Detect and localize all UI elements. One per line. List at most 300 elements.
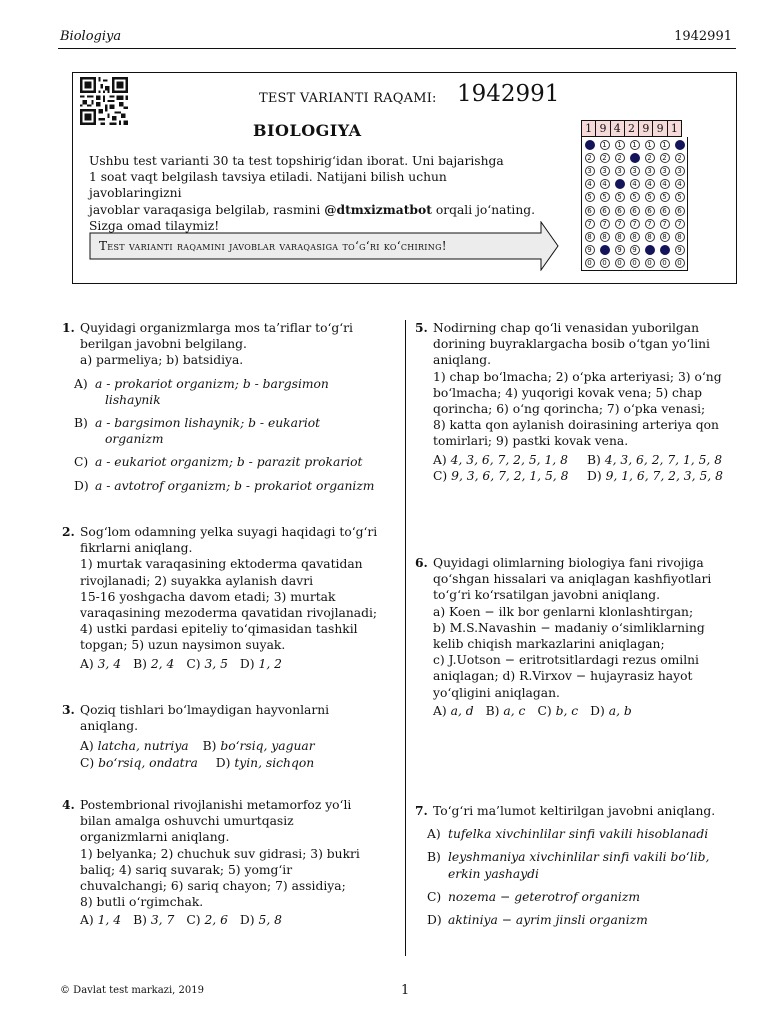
question-line: Postembrional rivojlanishi metamorfoz yo‘li [80,798,352,812]
bubble-cell [582,244,597,257]
bubble-cell [612,244,627,257]
bubble-cell [657,164,672,177]
question-line: dorining buyraklargacha bosib o‘tgan yo‘lini [433,337,710,352]
bubble-row [582,164,687,177]
answer-options [80,738,390,770]
bubble-cell [597,151,612,164]
question-line: Qoziq tishlari bo‘lmaydigan hayvonlarni [80,703,330,717]
bubble-grid-header [581,120,688,137]
filled-bubble[interactable] [675,140,685,150]
bubble-cell [642,257,657,270]
empty-bubble[interactable]: 1 [660,140,670,150]
option-b[interactable] [587,453,722,467]
bubble-cell [627,151,642,164]
empty-bubble[interactable]: 5 [675,192,685,202]
option-b[interactable] [74,415,390,447]
question-line: a) parmeliya; b) batsidiya. [80,353,244,368]
option-label: D) [239,913,255,928]
option-value: a, c [503,703,526,718]
option-label: D) [587,468,602,483]
filled-bubble[interactable] [600,245,610,255]
bubble-cell [597,138,612,151]
option-label: B) [133,656,147,671]
empty-bubble[interactable]: 6 [660,206,670,216]
option-text: tufelka xivchinlilar sinfi vakili hisoblanadi [448,827,709,842]
bubble-row [582,257,687,270]
answer-options [427,826,753,928]
option-d[interactable] [240,656,282,672]
question-line: Sog‘lom odamning yelka suyagi haqidagi to‘g‘ri [80,525,378,539]
bubble-cell [612,230,627,243]
option-label: A) [74,376,88,391]
option-b[interactable] [427,849,753,881]
bubble-cell [642,204,657,217]
bubble-cell [672,244,687,257]
empty-bubble[interactable]: 6 [630,206,640,216]
question-line: Quyidagi organizmlarga mos ta’riflar to‘g‘ri [80,321,353,335]
question-line: Quyidagi olimlarning biologiya fani rivojiga [433,556,704,570]
bubble-cell [642,164,657,177]
option-d[interactable] [240,912,282,928]
empty-bubble[interactable]: 4 [660,179,670,189]
option-b[interactable] [133,912,174,928]
bubble-grid-body [581,137,688,271]
bubble-cell [672,178,687,191]
option-d[interactable] [427,912,753,928]
bubble-cell [672,138,687,151]
bubble-cell [657,230,672,243]
bubble-cell [582,191,597,204]
option-d[interactable] [74,478,390,494]
option-text: a - eukariot organizm; b - parazit prokariot [95,455,363,470]
empty-bubble[interactable]: 0 [600,258,610,268]
option-c[interactable] [537,703,578,719]
question-line: a) Koen − ilk bor genlarni klonlashtirgan; [433,604,694,619]
empty-bubble[interactable]: 8 [660,232,670,242]
option-text: nozema − geterotrof organizm [448,889,641,904]
answer-options [433,703,743,719]
option-b[interactable] [203,739,315,753]
empty-bubble[interactable]: 3 [600,166,610,176]
filled-bubble[interactable] [645,245,655,255]
variant-digit: 9 [595,120,610,137]
empty-bubble[interactable]: 0 [630,258,640,268]
empty-bubble[interactable]: 5 [660,192,670,202]
bubble-cell [627,204,642,217]
answer-options [80,912,390,928]
option-label: D) [215,755,231,770]
bubble-cell [672,191,687,204]
filled-bubble[interactable] [660,245,670,255]
bubble-cell [672,151,687,164]
question-3 [62,702,390,771]
empty-bubble[interactable]: 1 [630,140,640,150]
empty-bubble[interactable]: 3 [645,166,655,176]
empty-bubble[interactable]: 5 [600,192,610,202]
empty-bubble[interactable]: 8 [600,232,610,242]
empty-bubble[interactable]: 0 [645,258,655,268]
question-text [80,320,390,369]
option-value: b, c [555,703,579,718]
option-label: C) [186,656,201,671]
empty-bubble[interactable]: 0 [675,258,685,268]
option-label: A) [427,827,441,842]
empty-bubble[interactable]: 1 [600,140,610,150]
empty-bubble[interactable]: 5 [630,192,640,202]
bubble-row [582,244,687,257]
variant-digit: 1 [581,120,596,137]
variant-info-box [72,72,737,284]
question-text [80,702,390,734]
bubble-cell [597,244,612,257]
question-number: 1. [62,320,75,335]
variant-bubble-grid [581,120,688,271]
variant-digit: 9 [638,120,653,137]
bubble-row [582,178,687,191]
question-line: 1) murtak varaqasining ektoderma qavatidan [80,557,363,572]
empty-bubble[interactable]: 8 [630,232,640,242]
question-line: baliq; 4) sariq suvarak; 5) yomg‘ir [80,862,293,877]
bubble-cell [612,204,627,217]
empty-bubble[interactable]: 0 [660,258,670,268]
bubble-cell [672,164,687,177]
options-row [433,468,743,484]
empty-bubble[interactable]: 8 [585,232,595,242]
option-line: leyshmaniya xivchinlilar sinfi vakili bo‘lib, [448,850,710,865]
empty-bubble[interactable]: 9 [615,245,625,255]
empty-bubble[interactable]: 6 [585,206,595,216]
empty-bubble[interactable]: 1 [615,140,625,150]
bubble-cell [657,191,672,204]
question-number: 4. [62,797,75,812]
bubble-cell [657,257,672,270]
bubble-cell [627,138,642,151]
option-label: C) [74,455,89,470]
empty-bubble[interactable]: 9 [675,245,685,255]
bubble-cell [657,138,672,151]
question-line: aniqlang. [80,719,139,734]
empty-bubble[interactable]: 3 [630,166,640,176]
question-line: chuvalchangi; 6) sariq chayon; 7) assidiya; [80,879,346,894]
empty-bubble[interactable]: 0 [585,258,595,268]
answer-options [74,376,390,494]
option-a[interactable] [427,826,753,842]
empty-bubble[interactable]: 2 [600,153,610,163]
question-number: 6. [415,555,428,570]
option-label: C) [537,703,552,718]
header-subject: Biologiya [60,29,122,44]
empty-bubble[interactable]: 7 [675,219,685,229]
options-row [80,755,390,771]
option-b[interactable] [486,703,526,719]
question-line: 8) katta qon aylanish doirasining arteriya qon [433,418,719,433]
empty-bubble[interactable]: 2 [615,153,625,163]
bubble-cell [597,217,612,230]
option-c[interactable] [74,454,390,470]
subject-title: BIOLOGIYA [253,121,362,140]
empty-bubble[interactable]: 2 [645,153,655,163]
intro-line: Sizga omad tilaymiz! [89,218,220,233]
empty-bubble[interactable]: 7 [615,219,625,229]
question-text [80,797,390,910]
empty-bubble[interactable]: 6 [615,206,625,216]
option-line: a - prokariot organizm; b - bargsimon [95,376,329,391]
option-d[interactable] [587,469,723,483]
option-label: A) [80,913,94,928]
option-value: bo‘rsiq, yaguar [220,739,315,754]
intro-line: 1 soat vaqt belgilash tavsiya etiladi. Natijani bilish uchun javoblaringizni [89,170,447,201]
variant-number: 1942991 [457,81,560,107]
bubble-cell [627,191,642,204]
question-line: c) J.Uotson − eritrotsitlardagi rezus omilni [433,653,699,668]
bubble-row [582,230,687,243]
options-row [80,738,390,754]
question-line: Nodirning chap qo‘li venasidan yuborilgan [433,321,700,335]
empty-bubble[interactable]: 7 [630,219,640,229]
variant-digit: 4 [610,120,625,137]
option-value: 2, 6 [204,913,228,928]
bubble-cell [597,204,612,217]
question-text: To‘g‘ri ma’lumot keltirilgan javobni aniqlang. [433,804,716,818]
option-text: a - avtotrof organizm; b - prokariot organizm [95,478,375,493]
empty-bubble[interactable]: 8 [615,232,625,242]
question-line: aniqlagan; d) R.Virxov − hujayrasiz hayot [433,669,693,684]
empty-bubble[interactable]: 3 [615,166,625,176]
bubble-cell [612,217,627,230]
option-b[interactable] [133,656,174,672]
option-label: B) [74,416,88,431]
question-line: qorincha; 6) o‘ng qorincha; 7) o‘pka venasi; [433,402,706,417]
bubble-cell [582,217,597,230]
question-7 [415,803,753,928]
empty-bubble[interactable]: 4 [600,179,610,189]
bubble-cell [657,178,672,191]
intro-line-part: javoblar varaqasiga belgilab, rasmini [89,202,325,217]
question-line: bo‘lmacha; 4) yuqorigi kovak vena; 5) chap [433,385,703,400]
option-value: 1, 4 [97,913,122,928]
question-line: fikrlarni aniqlang. [80,541,193,556]
empty-bubble[interactable]: 7 [645,219,655,229]
option-label: D) [427,913,442,928]
option-a[interactable] [80,656,121,672]
option-label: D) [590,703,605,718]
option-c[interactable] [186,656,228,672]
bubble-cell [642,178,657,191]
empty-bubble[interactable]: 7 [660,219,670,229]
bubble-cell [612,257,627,270]
empty-bubble[interactable]: 2 [675,153,685,163]
empty-bubble[interactable]: 4 [585,179,595,189]
option-value: tyin, sichqon [234,755,315,770]
question-line: yo‘qligini aniqlagan. [433,685,560,700]
bubble-cell [627,244,642,257]
option-c[interactable] [427,889,753,905]
option-value: 1, 2 [258,656,282,671]
option-text: aktiniya − ayrim jinsli organizm [448,913,648,928]
bubble-cell [672,204,687,217]
bubble-cell [612,191,627,204]
option-value: 9, 1, 6, 7, 2, 3, 5, 8 [605,468,723,483]
bubble-cell [597,230,612,243]
bubble-cell [597,257,612,270]
question-line: topgan; 5) uzun naysimon suyak. [80,638,286,653]
option-value: 3, 4 [97,656,122,671]
option-a[interactable] [80,739,189,753]
bubble-row [582,204,687,217]
option-label: B) [587,452,601,467]
question-line: bilan amalga oshuvchi umurtqasiz [80,814,294,829]
empty-bubble[interactable]: 2 [660,153,670,163]
bubble-cell [657,217,672,230]
empty-bubble[interactable]: 7 [600,219,610,229]
empty-bubble[interactable]: 6 [675,206,685,216]
option-value: 4, 3, 6, 7, 2, 5, 1, 8 [450,452,568,467]
bubble-cell [582,164,597,177]
option-line: a - bargsimon lishaynik; b - eukariot [95,416,321,431]
question-line: kelib chiqish markazlarini aniqlagan; [433,637,665,652]
filled-bubble[interactable] [615,179,625,189]
option-d[interactable] [216,756,314,770]
header-rule [58,48,736,49]
empty-bubble[interactable]: 3 [675,166,685,176]
question-line: 1) chap bo‘lmacha; 2) o‘pka arteriyasi; 3) o‘ng [433,369,722,384]
option-value: 5, 8 [258,913,282,928]
variant-digit: 1 [667,120,682,137]
empty-bubble[interactable]: 7 [585,219,595,229]
option-text [443,849,709,881]
option-label: A) [433,452,447,467]
bubble-cell [672,257,687,270]
bubble-cell [582,204,597,217]
variant-digit: 9 [652,120,667,137]
option-label: D) [239,656,255,671]
empty-bubble[interactable]: 8 [675,232,685,242]
empty-bubble[interactable]: 2 [585,153,595,163]
bubble-cell [627,257,642,270]
option-value: bo‘rsiq, ondatra [98,755,198,770]
option-text [90,376,329,408]
empty-bubble[interactable]: 6 [600,206,610,216]
option-c[interactable] [186,912,228,928]
question-5 [415,320,743,484]
question-text [433,555,743,701]
options-row [433,452,743,468]
option-c[interactable] [433,468,587,484]
question-line: rivojlanadi; 2) suyakka aylanish davri [80,573,314,588]
option-a[interactable] [433,452,587,468]
empty-bubble[interactable]: 5 [645,192,655,202]
intro-line [89,202,537,218]
option-value: 4, 3, 6, 2, 7, 1, 5, 8 [604,452,723,467]
empty-bubble[interactable]: 1 [645,140,655,150]
question-4 [62,797,390,929]
header-variant: 1942991 [674,29,732,44]
bubble-row [582,151,687,164]
question-line: 4) ustki pardasi epiteliy to‘qimasidan tashkil [80,622,358,637]
option-label: A) [433,703,447,718]
option-d[interactable] [590,703,632,719]
qr-code-icon [80,77,128,125]
question-number: 3. [62,702,75,717]
bubble-cell [582,151,597,164]
empty-bubble[interactable]: 4 [675,179,685,189]
question-line: 8) butli o‘rgimchak. [80,895,204,910]
bubble-cell [627,230,642,243]
empty-bubble[interactable]: 5 [615,192,625,202]
bubble-row [582,191,687,204]
option-a[interactable] [74,376,390,408]
empty-bubble[interactable]: 8 [645,232,655,242]
option-a[interactable] [80,912,121,928]
empty-bubble[interactable]: 6 [645,206,655,216]
variant-digit: 2 [624,120,639,137]
bubble-cell [597,164,612,177]
arrow-banner-text: Test varianti raqamini javoblar varaqasiga to‘g‘ri ko‘chiring! [99,239,447,253]
option-label: C) [433,468,448,483]
bubble-cell [657,204,672,217]
option-a[interactable] [433,703,474,719]
bubble-cell [582,257,597,270]
bubble-cell [627,178,642,191]
question-1 [62,320,390,494]
question-number: 2. [62,524,75,539]
empty-bubble[interactable]: 3 [585,166,595,176]
option-label: A) [80,739,94,754]
bubble-cell [657,151,672,164]
option-label: D) [74,478,89,493]
filled-bubble[interactable] [630,153,640,163]
option-label: B) [485,703,500,718]
option-label: B) [427,850,441,865]
bubble-cell [642,244,657,257]
empty-bubble[interactable]: 4 [645,179,655,189]
question-2 [62,524,390,672]
bubble-cell [627,164,642,177]
empty-bubble[interactable]: 9 [585,245,595,255]
bubble-cell [582,230,597,243]
option-label: C) [186,913,201,928]
option-value: a, b [608,703,632,718]
question-line: organizmlarni aniqlang. [80,830,230,845]
option-c[interactable] [80,756,198,770]
option-value: 3, 5 [204,656,228,671]
answer-options [80,656,390,672]
question-line: 15-16 yoshgacha davom etadi; 3) murtak [80,589,336,604]
bubble-cell [672,217,687,230]
intro-line-part: orqali jo‘nating. [431,202,536,217]
option-line: lishaynik [105,392,161,407]
empty-bubble[interactable]: 5 [585,192,595,202]
question-line: tomirlari; 9) pastki kovak vena. [433,434,629,449]
question-number: 5. [415,320,428,335]
bubble-cell [597,191,612,204]
empty-bubble[interactable]: 0 [615,258,625,268]
empty-bubble[interactable]: 9 [630,245,640,255]
option-value: 3, 7 [150,913,175,928]
bubble-cell [582,178,597,191]
answer-options [433,452,743,484]
empty-bubble[interactable]: 3 [660,166,670,176]
bubble-cell [657,244,672,257]
bubble-cell [672,230,687,243]
option-label: B) [202,739,217,754]
filled-bubble[interactable] [585,140,595,150]
bubble-cell [642,151,657,164]
option-value: latcha, nutriya [97,739,189,754]
bubble-cell [642,230,657,243]
empty-bubble[interactable]: 4 [630,179,640,189]
bubble-cell [582,138,597,151]
